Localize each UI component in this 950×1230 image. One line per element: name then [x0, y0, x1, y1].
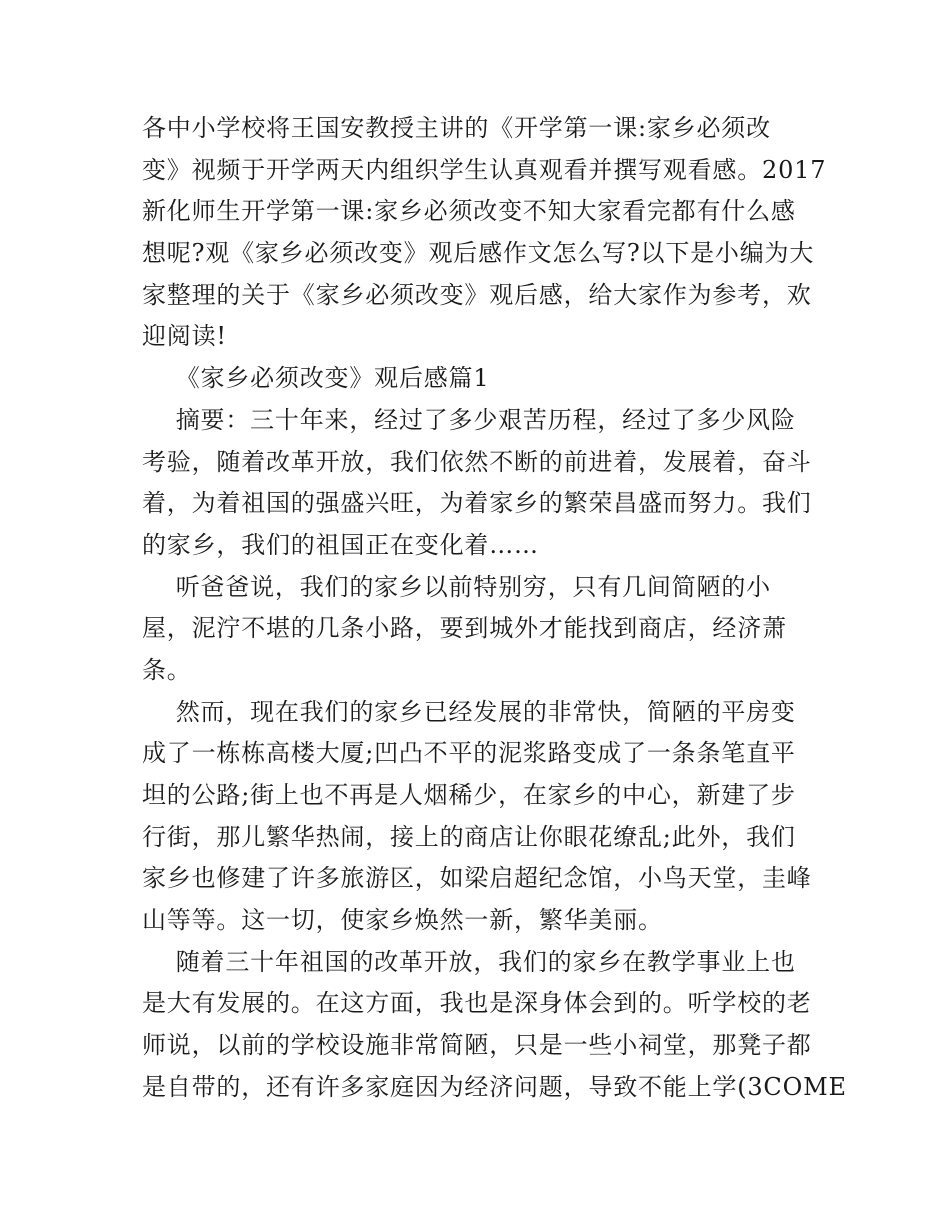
text-line: 是自带的，还有许多家庭因为经济问题，导致不能上学(3COME [142, 1072, 847, 1101]
text-line: 是大有发展的。在这方面，我也是深身体会到的。听学校的老 [142, 989, 812, 1018]
text-line: 听爸爸说，我们的家乡以前特别穷，只有几间简陋的小 [142, 572, 771, 601]
text-line: 新化师生开学第一课:家乡必须改变不知大家看完都有什么感 [142, 197, 796, 226]
text-line: 的家乡，我们的祖国正在变化着…… [142, 530, 539, 559]
text-line: 随着三十年祖国的改革开放，我们的家乡在教学事业上也 [142, 947, 796, 976]
text-line: 然而，现在我们的家乡已经发展的非常快，简陋的平房变 [142, 697, 796, 726]
text-line: 成了一栋栋高楼大厦;凹凸不平的泥浆路变成了一条条笔直平 [142, 739, 796, 768]
text-line: 迎阅读! [142, 322, 227, 351]
text-line: 条。 [142, 655, 192, 684]
text-line: 考验，随着改革开放，我们依然不断的前进着，发展着，奋斗 [142, 447, 812, 476]
text-line: 家整理的关于《家乡必须改变》观后感，给大家作为参考，欢 [142, 280, 812, 309]
text-line: 变》视频于开学两天内组织学生认真观看并撰写观看感。2017 [142, 155, 827, 184]
text-line: 各中小学校将王国安教授主讲的《开学第一课:家乡必须改 [142, 114, 771, 142]
text-line: 山等等。这一切，使家乡焕然一新，繁华美丽。 [142, 906, 663, 935]
text-line: 着，为着祖国的强盛兴旺，为着家乡的繁荣昌盛而努力。我们 [142, 489, 812, 518]
text-line: 屋，泥泞不堪的几条小路，要到城外才能找到商店，经济萧 [142, 614, 787, 643]
text-line: 师说，以前的学校设施非常简陋，只是一些小祠堂，那凳子都 [142, 1031, 812, 1060]
section-heading: 《家乡必须改变》观后感篇1 [142, 364, 490, 393]
text-line: 家乡也修建了许多旅游区，如梁启超纪念馆，小鸟天堂，圭峰 [142, 864, 812, 893]
text-line: 摘要：三十年来，经过了多少艰苦历程，经过了多少风险 [142, 405, 796, 434]
text-line: 行街，那儿繁华热闹，接上的商店让你眼花缭乱;此外，我们 [142, 822, 796, 851]
text-line: 想呢?观《家乡必须改变》观后感作文怎么写?以下是小编为大 [142, 239, 815, 268]
text-line: 坦的公路;街上也不再是人烟稀少，在家乡的中心，新建了步 [142, 781, 796, 809]
document-body [142, 108, 847, 1109]
